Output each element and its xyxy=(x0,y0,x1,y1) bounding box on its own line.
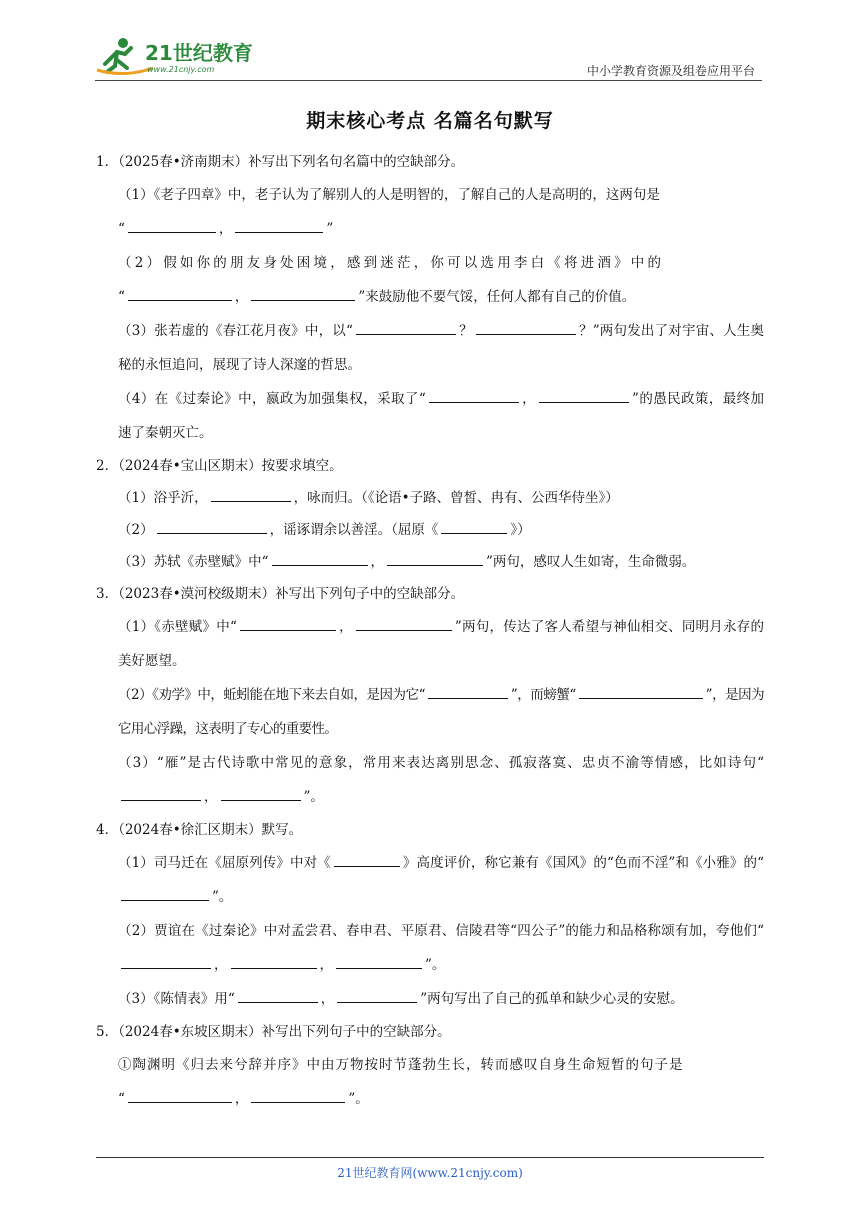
question-stem: 2．（2024春•宝山区期末）按要求填空。 xyxy=(96,458,343,474)
text-segment: ”。 xyxy=(348,1091,369,1107)
question-stem: 3．（2023春•漠河校级期末）补写出下列句子中的空缺部分。 xyxy=(96,586,465,602)
text-segment: （4）在《过秦论》中，嬴政为加强集权，采取了“ xyxy=(118,391,426,407)
answer-blank[interactable] xyxy=(238,986,318,1003)
site-logo xyxy=(95,34,255,78)
text-segment: ， xyxy=(214,957,228,973)
text-segment: （2）假如你的朋友身处困境，感到迷茫，你可以选用李白《将进酒》中的 xyxy=(118,255,665,271)
answer-blank[interactable] xyxy=(337,986,417,1003)
text-segment: ”，而螃蟹“ xyxy=(510,687,576,703)
footer-divider xyxy=(96,1157,764,1158)
answer-blank[interactable] xyxy=(428,682,508,699)
question-list xyxy=(96,146,764,1116)
answer-blank[interactable] xyxy=(251,1086,345,1103)
text-segment: ， xyxy=(338,619,353,635)
text-segment: ”两句，传达了客人希望与神仙相交、同明月永存的美好愿望。 xyxy=(118,619,765,669)
answer-blank[interactable] xyxy=(121,952,211,969)
text-segment: （2）贾谊在《过秦论》中对孟尝君、春申君、平原君、信陵君等“四公子”的能力和品格称颂有加，夸他们“ xyxy=(118,923,764,939)
answer-blank[interactable] xyxy=(429,386,519,403)
answer-blank[interactable] xyxy=(121,784,201,801)
text-segment: ”，是因为它用心浮躁，这表明了专心的重要性。 xyxy=(118,687,764,737)
header-divider xyxy=(95,80,762,81)
text-segment: ”。 xyxy=(425,957,446,973)
text-segment: ？”两句发出了对宇宙、人生奥秘的永恒追问，展现了诗人深邃的哲思。 xyxy=(118,323,764,373)
text-segment: （3）张若虚的《春江花月夜》中，以“ xyxy=(118,323,353,339)
answer-blank[interactable] xyxy=(476,318,576,335)
text-segment: ， xyxy=(370,554,384,570)
sub-question xyxy=(96,514,764,546)
text-segment: ， xyxy=(521,391,537,407)
sub-question xyxy=(96,678,764,746)
answer-blank[interactable] xyxy=(240,614,336,631)
page-title: 期末核心考点 名篇名句默写 xyxy=(306,110,554,132)
sub-question xyxy=(96,382,764,450)
sub-question xyxy=(96,178,764,246)
answer-blank[interactable] xyxy=(128,1086,232,1103)
text-segment: （3）“雁”是古代诗歌中常见的意象，常用来表达离别思念、孤寂落寞、忠贞不渝等情感，比如诗句“ xyxy=(118,755,764,771)
answer-blank[interactable] xyxy=(356,318,456,335)
sub-question xyxy=(96,914,764,982)
answer-blank[interactable] xyxy=(157,517,267,534)
question-2 xyxy=(96,450,764,578)
text-segment: （1）司马迁在《屈原列传》中对《 xyxy=(118,855,331,871)
text-segment: ， xyxy=(320,991,335,1007)
question-stem: 4．（2024春•徐汇区期末）默写。 xyxy=(96,822,303,838)
sub-question xyxy=(96,1048,764,1116)
answer-blank[interactable] xyxy=(441,517,507,534)
question-stem: 1．（2025春•济南期末）补写出下列名句名篇中的空缺部分。 xyxy=(96,154,465,170)
text-segment: （3）《陈情表》用“ xyxy=(118,991,235,1007)
text-segment: （2）《劝学》中，蚯蚓能在地下来去自如，是因为它“ xyxy=(118,687,425,703)
sub-question xyxy=(96,982,764,1016)
text-segment: （1）《老子四章》中，老子认为了解别人的人是明智的，了解自己的人是高明的，这两句是 xyxy=(118,187,660,203)
answer-blank[interactable] xyxy=(356,614,452,631)
question-1 xyxy=(96,146,764,450)
text-segment: 》高度评价，称它兼有《国风》的“色而不淫”和《小雅》的“ xyxy=(402,855,764,871)
text-segment: ”的愚民政策，最终加速了秦朝灭亡。 xyxy=(118,391,765,441)
text-segment: （1）浴乎沂， xyxy=(118,490,208,506)
answer-blank[interactable] xyxy=(272,549,368,566)
answer-blank[interactable] xyxy=(221,784,301,801)
question-3 xyxy=(96,578,764,814)
logo-text: 21世纪教育 xyxy=(145,41,253,65)
text-segment: “ xyxy=(118,1091,125,1107)
sub-question xyxy=(96,546,764,578)
text-segment: ， xyxy=(319,957,333,973)
text-segment: （1）《赤壁赋》中“ xyxy=(118,619,237,635)
text-segment: ”来鼓励他不要气馁，任何人都有自己的价值。 xyxy=(358,289,636,305)
text-segment: ”两句，感叹人生如寄，生命微弱。 xyxy=(486,554,696,570)
sub-question xyxy=(96,482,764,514)
text-segment: （2） xyxy=(118,522,154,538)
answer-blank[interactable] xyxy=(121,884,209,901)
answer-blank[interactable] xyxy=(211,485,291,502)
sub-question xyxy=(96,746,764,814)
text-segment: “ xyxy=(118,289,125,305)
answer-blank[interactable] xyxy=(579,682,703,699)
answer-blank[interactable] xyxy=(128,284,232,301)
answer-blank[interactable] xyxy=(336,952,422,969)
text-segment: ，谣诼谓余以善淫。（屈原《 xyxy=(269,522,439,538)
answer-blank[interactable] xyxy=(387,549,483,566)
text-segment: ，咏而归。（《论语•子路、曾皙、冉有、公西华侍坐》） xyxy=(293,490,619,506)
footer-link[interactable]: 21世纪教育网(www.21cnjy.com) xyxy=(337,1166,523,1180)
answer-blank[interactable] xyxy=(539,386,629,403)
question-4 xyxy=(96,814,764,1016)
sub-question xyxy=(96,314,764,382)
text-segment: ”。 xyxy=(212,889,233,905)
answer-blank[interactable] xyxy=(231,952,317,969)
answer-blank[interactable] xyxy=(128,216,216,233)
text-segment: ” xyxy=(326,221,334,237)
text-segment: （3）苏轼《赤壁赋》中“ xyxy=(118,554,269,570)
answer-blank[interactable] xyxy=(251,284,355,301)
question-stem: 5．（2024春•东坡区期末）补写出下列句子中的空缺部分。 xyxy=(96,1024,451,1040)
text-segment: ”两句写出了自己的孤单和缺少心灵的安慰。 xyxy=(420,991,684,1007)
text-segment: ， xyxy=(204,789,218,805)
text-segment: ， xyxy=(218,221,233,237)
text-segment: “ xyxy=(118,221,125,237)
logo-url: www.21cnjy.com xyxy=(147,65,215,74)
text-segment: ”。 xyxy=(303,789,324,805)
answer-blank[interactable] xyxy=(235,216,323,233)
text-segment: ①陶渊明《归去来兮辞并序》中由万物按时节蓬勃生长，转而感叹自身生命短暂的句子是 xyxy=(118,1057,684,1073)
answer-blank[interactable] xyxy=(334,850,400,867)
text-segment: ？ xyxy=(458,323,473,339)
sub-question: （2）假如你的朋友身处困境，感到迷茫，你可以选用李白《将进酒》中的 “ ， ”来鼓励他不要气馁，任何人都有自己的价值。 xyxy=(118,255,665,305)
question-5 xyxy=(96,1016,764,1116)
platform-name: 中小学教育资源及组卷应用平台 xyxy=(586,64,755,78)
sub-question xyxy=(96,610,764,678)
sub-question xyxy=(96,846,764,914)
text-segment: ， xyxy=(234,1091,249,1107)
text-segment: 》） xyxy=(510,522,531,538)
